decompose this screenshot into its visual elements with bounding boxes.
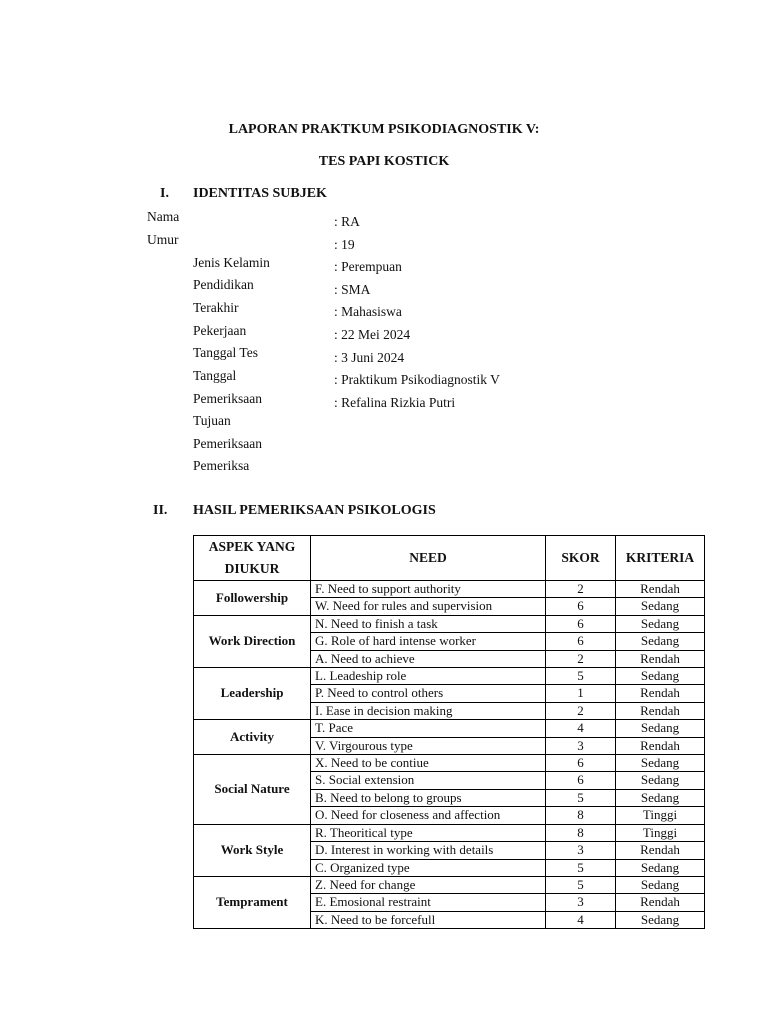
identity-label-tanggal: Tanggal (193, 368, 237, 383)
header-aspect-line2: DIUKUR (224, 561, 280, 576)
score-cell: 3 (546, 842, 616, 859)
criteria-cell: Tinggi (616, 807, 705, 824)
identity-label-pendidikan: Pendidikan (193, 277, 254, 292)
identity-label-pemeriksa: Pemeriksa (193, 458, 250, 473)
criteria-cell: Sedang (616, 772, 705, 789)
score-cell: 2 (546, 702, 616, 719)
need-cell: N. Need to finish a task (311, 615, 546, 632)
identity-value-tanggal-tes: : 22 Mei 2024 (334, 327, 411, 342)
criteria-cell: Sedang (616, 859, 705, 876)
identity-label-nama: Nama (147, 209, 180, 224)
identity-value-tanggal-pemeriksaan: : 3 Juni 2024 (334, 350, 405, 365)
score-cell: 8 (546, 824, 616, 841)
score-cell: 5 (546, 789, 616, 806)
table-row (194, 755, 705, 772)
score-cell: 5 (546, 859, 616, 876)
score-cell: 6 (546, 755, 616, 772)
score-cell: 1 (546, 685, 616, 702)
score-cell: 5 (546, 668, 616, 685)
criteria-cell: Rendah (616, 650, 705, 667)
table-row (194, 824, 705, 841)
need-cell: G. Role of hard intense worker (311, 633, 546, 650)
score-cell: 4 (546, 911, 616, 928)
aspect-cell: Activity (194, 720, 311, 755)
need-cell: B. Need to belong to groups (311, 789, 546, 806)
criteria-cell: Rendah (616, 581, 705, 598)
table-header-row (194, 536, 705, 581)
score-cell: 6 (546, 633, 616, 650)
identity-label-tanggal-tes: Tanggal Tes (193, 345, 258, 360)
score-cell: 4 (546, 720, 616, 737)
section-1-title: IDENTITAS SUBJEK (193, 186, 327, 201)
score-cell: 6 (546, 598, 616, 615)
need-cell: E. Emosional restraint (311, 894, 546, 911)
need-cell: D. Interest in working with details (311, 842, 546, 859)
criteria-cell: Rendah (616, 894, 705, 911)
need-cell: F. Need to support authority (311, 581, 546, 598)
header-need: NEED (311, 536, 546, 581)
criteria-cell: Sedang (616, 633, 705, 650)
need-cell: R. Theoritical type (311, 824, 546, 841)
score-cell: 2 (546, 581, 616, 598)
aspect-cell: Followership (194, 581, 311, 616)
need-cell: L. Leadeship role (311, 668, 546, 685)
table-row (194, 581, 705, 598)
criteria-cell: Rendah (616, 685, 705, 702)
criteria-cell: Sedang (616, 911, 705, 928)
identity-label-pemeriksaan-2: Pemeriksaan (193, 436, 262, 451)
aspect-cell: Leadership (194, 668, 311, 720)
need-cell: X. Need to be contiue (311, 755, 546, 772)
table-row (194, 668, 705, 685)
need-cell: K. Need to be forcefull (311, 911, 546, 928)
aspect-cell: Temprament (194, 876, 311, 928)
header-aspect (194, 536, 311, 581)
criteria-cell: Sedang (616, 598, 705, 615)
criteria-cell: Sedang (616, 615, 705, 632)
header-aspect-line1: ASPEK YANG (208, 539, 296, 554)
criteria-cell: Sedang (616, 876, 705, 893)
score-cell: 6 (546, 615, 616, 632)
identity-label-umur: Umur (147, 232, 179, 247)
identity-value-jenis-kelamin: : Perempuan (334, 259, 402, 274)
identity-value-pemeriksa: : Refalina Rizkia Putri (334, 395, 456, 410)
identity-value-tujuan: : Praktikum Psikodiagnostik V (334, 372, 500, 387)
score-cell: 8 (546, 807, 616, 824)
score-cell: 3 (546, 737, 616, 754)
section-2-number: II. (153, 503, 168, 518)
report-title: LAPORAN PRAKTKUM PSIKODIAGNOSTIK V: (228, 122, 540, 137)
results-body (194, 581, 705, 929)
identity-value-nama: : RA (334, 214, 360, 229)
need-cell: O. Need for closeness and affection (311, 807, 546, 824)
aspect-cell: Work Direction (194, 615, 311, 667)
table-row (194, 615, 705, 632)
need-cell: W. Need for rules and supervision (311, 598, 546, 615)
score-cell: 3 (546, 894, 616, 911)
criteria-cell: Tinggi (616, 824, 705, 841)
identity-value-pendidikan: : SMA (334, 282, 371, 297)
section-1-number: I. (160, 186, 169, 201)
need-cell: T. Pace (311, 720, 546, 737)
header-score: SKOR (546, 536, 616, 581)
need-cell: I. Ease in decision making (311, 702, 546, 719)
criteria-cell: Sedang (616, 789, 705, 806)
score-cell: 2 (546, 650, 616, 667)
identity-label-pekerjaan: Pekerjaan (193, 323, 247, 338)
criteria-cell: Rendah (616, 737, 705, 754)
criteria-cell: Sedang (616, 720, 705, 737)
identity-value-umur: : 19 (334, 237, 355, 252)
table-row (194, 720, 705, 737)
score-cell: 5 (546, 876, 616, 893)
header-criteria: KRITERIA (616, 536, 705, 581)
need-cell: S. Social extension (311, 772, 546, 789)
criteria-cell: Sedang (616, 668, 705, 685)
criteria-cell: Sedang (616, 755, 705, 772)
results-table (193, 535, 705, 929)
need-cell: P. Need to control others (311, 685, 546, 702)
need-cell: A. Need to achieve (311, 650, 546, 667)
identity-label-tujuan: Tujuan (193, 413, 231, 428)
identity-label-pemeriksaan: Pemeriksaan (193, 391, 262, 406)
criteria-cell: Rendah (616, 842, 705, 859)
section-2-title: HASIL PEMERIKSAAN PSIKOLOGIS (193, 503, 436, 518)
identity-label-terakhir: Terakhir (193, 300, 239, 315)
score-cell: 6 (546, 772, 616, 789)
report-subtitle: TES PAPI KOSTICK (318, 154, 450, 169)
need-cell: C. Organized type (311, 859, 546, 876)
need-cell: Z. Need for change (311, 876, 546, 893)
identity-label-jenis-kelamin: Jenis Kelamin (193, 255, 270, 270)
identity-value-pekerjaan: : Mahasiswa (334, 304, 402, 319)
criteria-cell: Rendah (616, 702, 705, 719)
aspect-cell: Social Nature (194, 755, 311, 825)
need-cell: V. Virgourous type (311, 737, 546, 754)
table-row (194, 876, 705, 893)
aspect-cell: Work Style (194, 824, 311, 876)
